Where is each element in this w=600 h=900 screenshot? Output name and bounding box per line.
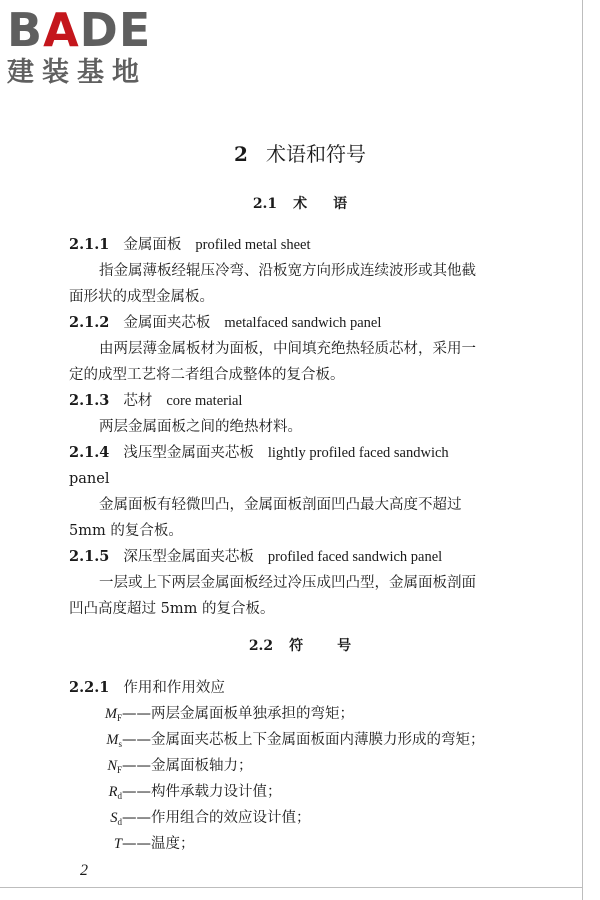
symbol-row: $R_d——$构件承载力设计值；	[84, 782, 282, 806]
bade-logo	[7, 5, 151, 89]
symbol-row: $N_F——$金属面板轴力；	[84, 756, 253, 780]
term-definition-line: 面形状的成型金属板。	[69, 289, 214, 305]
section-heading-terms: 2.1 术 语	[252, 196, 348, 212]
section-heading-symbols: 2.2 符 号	[248, 638, 352, 654]
page-number: 2	[80, 862, 88, 879]
term-definition-line: 一层或上下两层金属面板经过冷压成凹凸型，金属面板剖面	[99, 575, 476, 591]
symbol: $M_F$	[104, 706, 122, 723]
symbol: $R_d$	[108, 784, 122, 801]
symbol-row: $M_s——$金属面夹芯板上下金属面板面内薄膜力形成的弯矩；	[84, 730, 485, 754]
term-definition-line: 指金属薄板经辊压冷弯、沿板宽方向形成连续波形或其他截	[99, 263, 476, 279]
term-definition-line: 两层金属面板之间的绝热材料。	[99, 419, 302, 435]
symbol-group-heading: 2.2.1 作用和作用效应	[69, 679, 225, 696]
term-definition-line: 定的成型工艺将二者组合成整体的复合板。	[69, 367, 345, 383]
term-heading-continuation: panel	[69, 471, 110, 487]
term-heading: 2.1.4 浅压型金属面夹芯板 lightly profiled faced sandwich	[69, 444, 449, 461]
page-edge-right	[582, 0, 583, 900]
chapter-title: 2 术语和符号	[234, 142, 366, 166]
symbol-row: $M_F——$两层金属面板单独承担的弯矩；	[84, 704, 354, 728]
symbol: $M_s$	[106, 732, 122, 749]
symbol: T	[113, 836, 122, 852]
term-definition-line: 金属面板有轻微凹凸，金属面板剖面凹凸最大高度不超过	[99, 497, 462, 513]
symbol-row: $S_d——$作用组合的效应设计值；	[84, 808, 311, 832]
term-heading: 2.1.1 金属面板 profiled metal sheet	[69, 236, 311, 253]
symbol: $S_d$	[110, 810, 122, 827]
term-definition-line: 由两层薄金属板材为面板，中间填充绝热轻质芯材，采用一	[99, 341, 476, 357]
term-heading: 2.1.5 深压型金属面夹芯板 profiled faced sandwich panel	[69, 548, 443, 565]
symbol: $N_F$	[107, 758, 122, 775]
symbol-row: T——温度；	[84, 834, 195, 858]
logo-subtitle: 建装基地	[7, 57, 147, 88]
logo-wordmark: BADE	[7, 3, 152, 57]
term-definition-line: 凹凸高度超过 5mm 的复合板。	[69, 601, 275, 617]
page-edge-bottom	[0, 887, 583, 888]
term-heading: 2.1.2 金属面夹芯板 metalfaced sandwich panel	[69, 314, 382, 331]
term-definition-line: 5mm 的复合板。	[69, 523, 183, 539]
term-heading: 2.1.3 芯材 core material	[69, 392, 243, 409]
